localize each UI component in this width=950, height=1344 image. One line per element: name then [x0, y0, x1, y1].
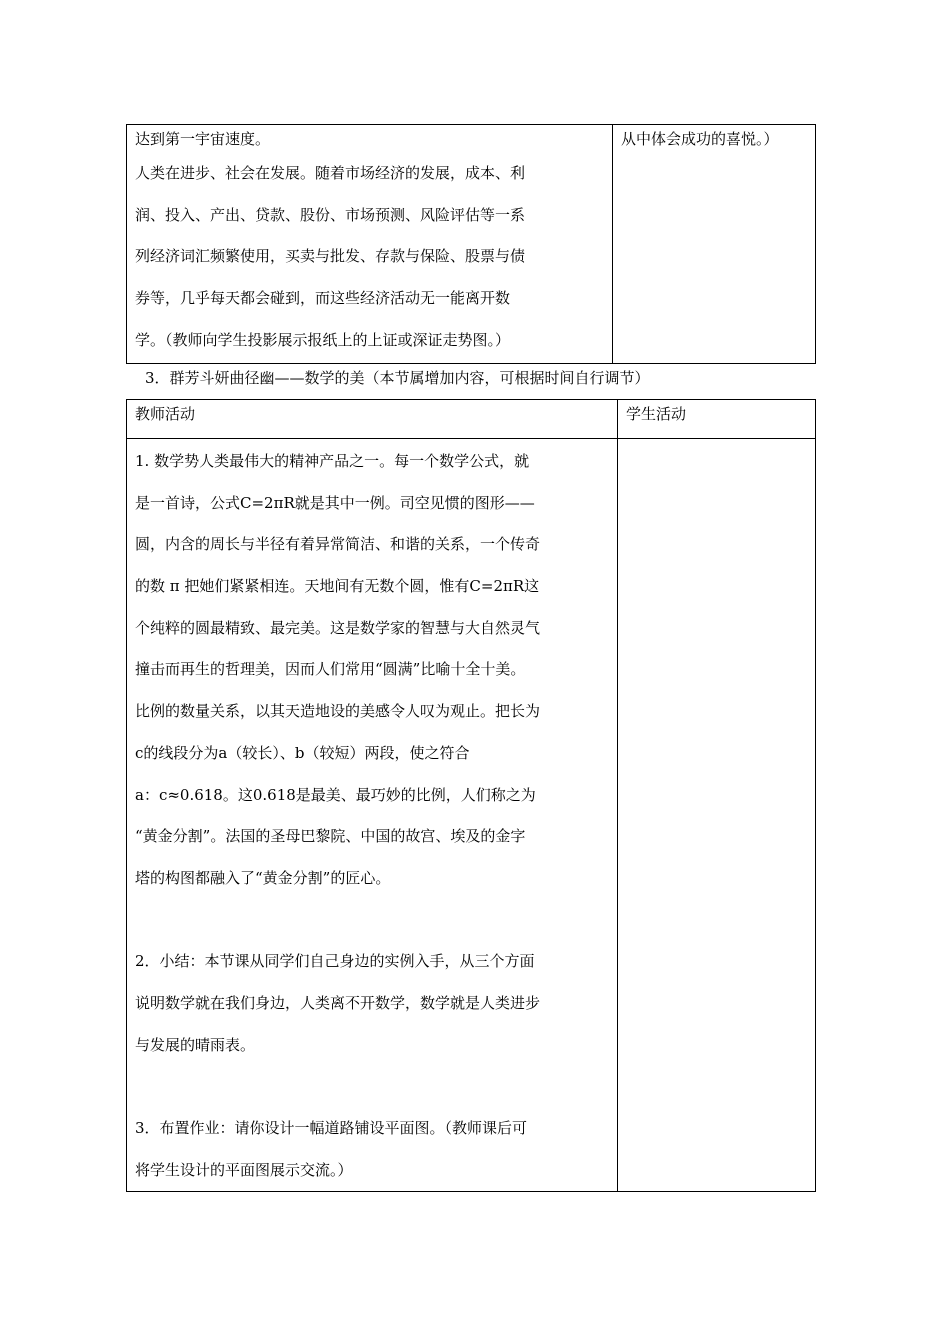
section-heading: 3．群芳斗妍曲径幽——数学的美（本节属增加内容，可根据时间自行调节）: [145, 369, 650, 387]
teacher-activity-cell: [127, 125, 613, 364]
text-line: 润、投入、产出、贷款、股份、市场预测、风险评估等一系: [135, 205, 526, 224]
text-line: 人类在进步、社会在发展。随着市场经济的发展，成本、利: [135, 164, 526, 182]
paragraph-2: [135, 941, 609, 1066]
text-line: 达到第一宇宙速度。: [135, 130, 271, 148]
paragraph-3: [135, 1108, 609, 1191]
table-row: [127, 439, 816, 1192]
text-line: 与发展的晴雨表。: [135, 1035, 256, 1054]
text-line: “黄金分割”。法国的圣母巴黎院、中国的故宫、埃及的金字: [135, 827, 526, 846]
student-activity-header: 学生活动: [618, 400, 816, 439]
student-activity-cell: [618, 439, 816, 1192]
text-line: 比例的数量关系，以其天造地设的美感令人叹为观止。把长为: [135, 702, 541, 721]
text-line: 个纯粹的圆最精致、最完美。这是数学家的智慧与大自然灵气: [135, 618, 541, 637]
text-line: 列经济词汇频繁使用，买卖与批发、存款与保险、股票与债: [135, 247, 526, 266]
text-line: 是一首诗，公式C=2πR就是其中一例。司空见惯的图形——: [135, 493, 535, 512]
text-line: 塔的构图都融入了“黄金分割”的匠心。: [135, 868, 391, 887]
text-line: 圆，内含的周长与半径有着异常简洁、和谐的关系，一个传奇: [135, 535, 541, 554]
table-header-row: [127, 400, 816, 439]
teacher-activity-cell: [127, 439, 618, 1192]
paragraph-1: [135, 441, 609, 900]
text-line: 1. 数学势人类最伟大的精神产品之一。每一个数学公式，就: [135, 452, 530, 470]
text-line: 将学生设计的平面图展示交流。）: [135, 1160, 353, 1179]
teacher-activity-header: 教师活动: [127, 400, 618, 439]
text-line: 的数 π 把她们紧紧相连。天地间有无数个圆，惟有C=2πR这: [135, 577, 540, 596]
continuation-table: [126, 124, 816, 364]
table-row: [127, 125, 816, 364]
text-line: 撞击而再生的哲理美，因而人们常用“圆满”比喻十全十美。: [135, 660, 526, 679]
text-line: 从中体会成功的喜悦。）: [621, 130, 779, 148]
text-line: 券等，几乎每天都会碰到，而这些经济活动无一能离开数: [135, 289, 511, 308]
blank-line: [135, 1066, 609, 1108]
text-line: a：c≈0.618。这0.618是最美、最巧妙的比例，人们称之为: [135, 785, 536, 804]
text-line: 说明数学就在我们身边，人类离不开数学，数学就是人类进步: [135, 993, 541, 1012]
text-line: 学。（教师向学生投影展示报纸上的上证或深证走势图。）: [135, 330, 511, 349]
activity-table: [126, 399, 816, 1192]
text-line: 3．布置作业：请你设计一幅道路铺设平面图。（教师课后可: [135, 1119, 528, 1137]
text-line: 2．小结：本节课从同学们自己身边的实例入手，从三个方面: [135, 952, 535, 971]
blank-line: [135, 900, 609, 942]
text-line: c的线段分为a（较长）、b（较短）两段，使之符合: [135, 743, 470, 762]
student-activity-cell: [613, 125, 816, 364]
